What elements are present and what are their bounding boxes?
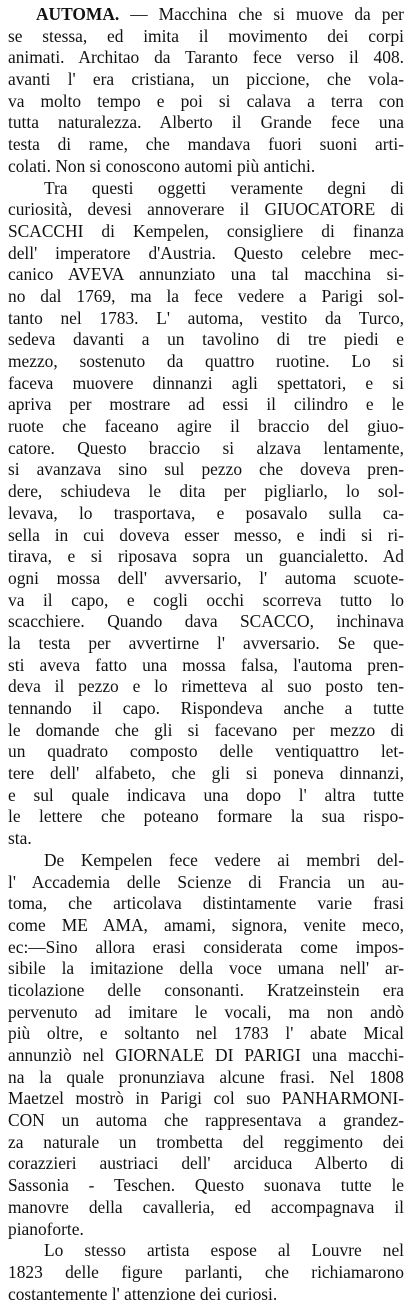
entry-heading: AUTOMA. [36,4,131,24]
text-line: sta. [8,828,32,849]
text-line: più oltre, e soltanto nel 1783 l' abate Mical [8,1023,404,1044]
text-line: ogni mossa dell' avversario, l' automa scuote- [8,567,404,588]
text-line: animati. Architao da Taranto fece verso il 408. [8,47,404,68]
text-line: le lettere che poteano formare la sua rispo- [8,806,404,827]
text-line: tennando il capo. Rispondeva anche a tutte [8,698,404,718]
text-line: levava, lo trasportava, e posavalo sulla ca- [8,502,404,523]
text-line: canico AVEVA annunziato una tal macchina si- [8,264,404,285]
text-line: scacchiere. Quando dava SCACCO, inchinava [8,611,404,632]
text-line: ticolazione delle consonanti. Kratzeinstein era [8,979,404,1000]
text-line: Lo stesso artista espose al Louvre nel [44,1240,404,1261]
text-line: 1823 delle figure parlanti, che richiamarono [8,1261,404,1282]
text-line: un quadrato composto delle ventiquattro let- [8,741,404,762]
text-line: no dal 1769, ma la fece vedere a Parigi sol- [8,285,404,306]
paragraph [8,1240,404,1305]
text-line: mezzo, sostenuto da quattro ruotine. Lo si [8,351,404,371]
text-line: avanti l' era cristiana, un piccione, che vola- [8,69,404,90]
text-line: CON un automa che rappresentava a grandez- [8,1110,404,1131]
text-line: Tra questi oggetti veramente degni di [44,177,404,198]
text-line: si avanzava sino sul pezzo che doveva pren- [8,459,404,480]
text-line: faceva muovere dinnanzi agli spettatori, e si [8,372,404,393]
text-line: corazzieri austriaci dell' arciduca Alberto di [8,1153,404,1174]
paragraph [8,178,404,850]
text-line: Maetzel mostrò in Parigi col suo PANHARMONI- [8,1088,404,1109]
text-line: come ME AMA, amami, signora, venite meco, [8,914,404,935]
text-line: ruote che faceano agire il braccio del giuo- [8,416,404,437]
text-line: costantemente l' attenzione dei curiosi. [8,1283,278,1304]
text-line: SCACCHI di Kempelen, consigliere di finanza [8,220,404,241]
text-line: deva il pezzo e lo rimetteva al suo posto ten- [8,676,404,697]
text-line: dere, schiudeva le dita per pigliarlo, lo sol- [8,481,404,502]
text-line: tere dell' alfabeto, che gli si poneva dinnanzi, [8,763,404,784]
text-line: tirava, e si riposava sopra un guancialetto. Ad [8,546,404,567]
text-line: le domande che gli si facevano per mezzo di [8,719,404,740]
text-line: manovre della cavalleria, ed accompagnava il [8,1196,404,1217]
text-line: na la quale pronunziava alcune frasi. Nel 1808 [8,1066,404,1087]
text-line: Sassonia - Teschen. Questo suonava tutte le [8,1175,404,1196]
text-line: sti aveva fatto una mossa falsa, l'automa pren- [8,654,404,675]
text-line: sedeva davanti a un tavolino di tre piedi e [8,329,404,350]
text-line: pianoforte. [8,1218,84,1239]
text-line: pervenuto ad imitare le vocali, ma non andò [8,1001,404,1022]
paragraph [8,850,404,1240]
text-line: colati. Non si conoscono automi più antichi. [8,155,316,176]
text-line: annunziò nel GIORNALE DI PARIGI una macchi- [8,1045,404,1065]
text-line: dell' imperatore d'Austria. Questo celebre mec- [8,242,404,263]
text-line: tutta naturalezza. Alberto il Grande fece una [8,112,404,133]
paragraph [8,4,404,178]
text-line: toma, che articolava distintamente varie frasi [8,893,404,914]
text-line: apriva per mostrare ad essi il cilindro e le [8,394,404,415]
text-line: tanto nel 1783. L' automa, vestito da Turco, [8,307,404,328]
text-line: De Kempelen fece vedere ai membri del- [44,849,404,870]
text-line: curiosità, devesi annoverare il GIUOCATORE di [8,199,404,220]
text-line: e sul quale indicava una dopo l' altra tutte [8,784,404,805]
text-line: se stessa, ed imita il movimento dei corpi [8,25,404,46]
text-line: l' Accademia delle Scienze di Francia un au- [8,871,404,892]
text-line: za naturale un trombetta del reggimento dei [8,1131,404,1152]
text-line: AUTOMA. — Macchina che si muove da per [36,4,404,24]
text-line: va il capo, e cogli occhi scorreva tutto lo [8,589,404,610]
text-line: ec:—Sino allora erasi considerata come impos- [8,936,404,957]
text-line: catore. Questo braccio si alzava lentamente, [8,437,404,458]
text-line: sibile la imitazione della voce umana nell' ar- [8,958,404,979]
text-line: sella in cui doveva esser messo, e indi si ri- [8,524,404,545]
text-line: testa di rame, che mandava fuori suoni arti- [8,134,404,155]
text-line: va molto tempo e poi si calava a terra con [8,90,404,111]
article-body [8,4,404,1305]
text-line: la testa per avvertirne l' avversario. Se que- [8,632,404,653]
